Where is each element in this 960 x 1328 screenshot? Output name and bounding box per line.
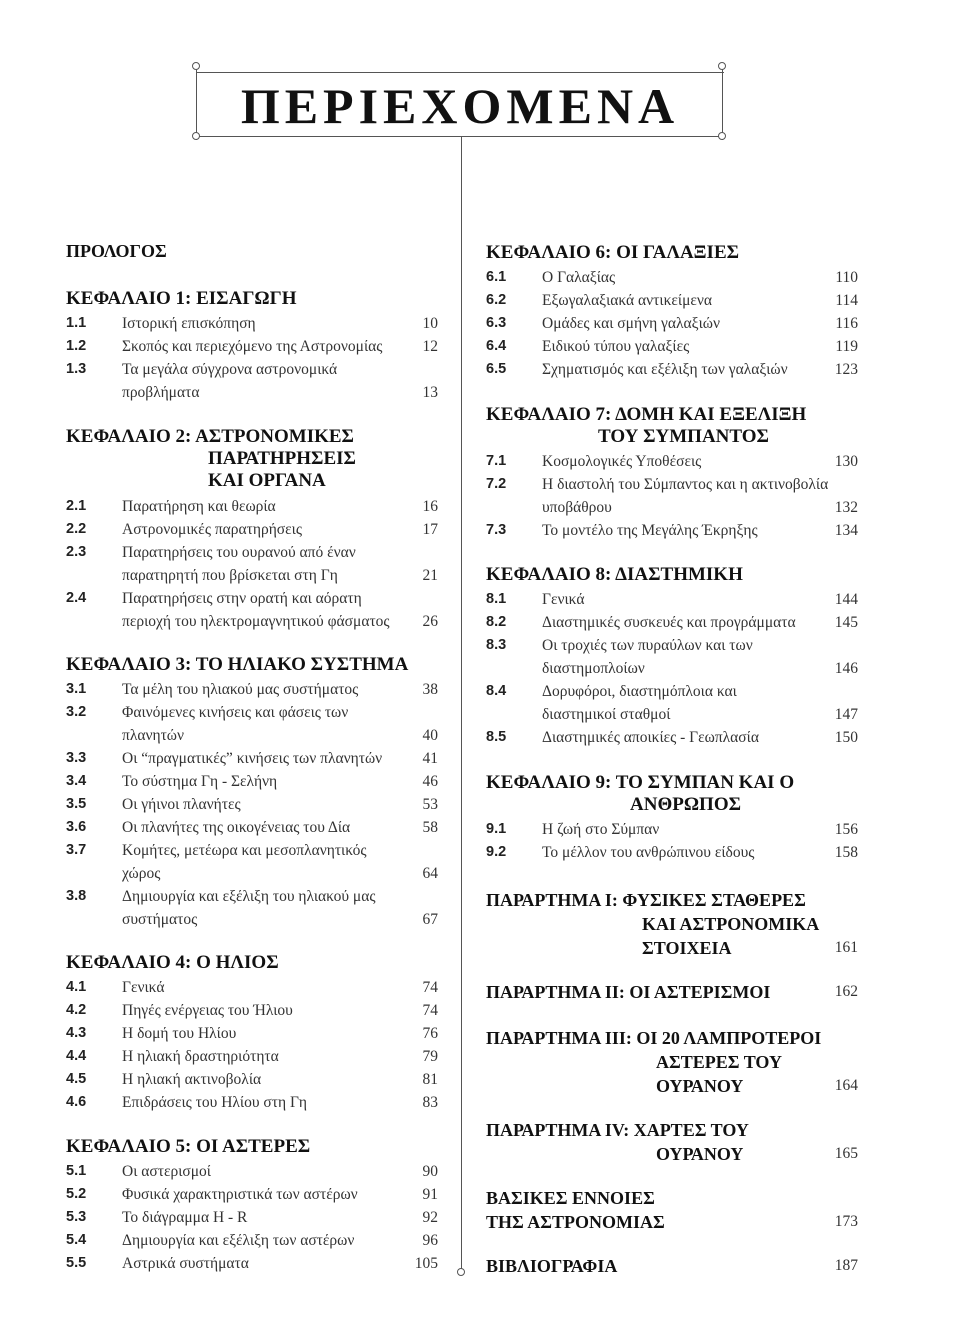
entry-number: 7.2 <box>486 476 507 492</box>
entry-number: 3.6 <box>66 819 87 835</box>
entry-number: 4.1 <box>66 979 87 995</box>
entry-number: 3.7 <box>66 842 87 858</box>
chapter-2-heading[interactable] <box>66 426 356 492</box>
entry-page: 83 <box>422 1094 438 1111</box>
entry-page: 158 <box>834 844 858 861</box>
chapter-4-heading[interactable]: ΚΕΦΑΛΑΙΟ 4: Ο ΗΛΙΟΣ <box>66 952 279 973</box>
entry-number: 6.2 <box>486 292 507 308</box>
entry-page: 38 <box>422 681 438 698</box>
entry-number: 3.4 <box>66 773 87 789</box>
title-frame-right <box>722 66 723 140</box>
entry-page: 16 <box>422 498 438 515</box>
entry-title: Το μέλλον του ανθρώπινου είδους <box>542 844 755 861</box>
entry-title: Οι γήινοι πλανήτες <box>122 796 241 813</box>
title-frame-bottom <box>196 136 724 137</box>
chapter-2-title-line1: ΚΕΦΑΛΑΙΟ 2: ΑΣΤΡΟΝΟΜΙΚΕΣ <box>66 426 354 447</box>
entry-page: 81 <box>422 1071 438 1088</box>
appendix-3-line3: ΟΥΡΑΝΟΥ <box>656 1076 744 1096</box>
bibliography-page: 187 <box>834 1257 858 1274</box>
entry-title: Ιστορική επισκόπηση <box>122 315 256 332</box>
entry-title: Ομάδες και σμήνη γαλαξιών <box>542 315 720 332</box>
entry-number: 6.4 <box>486 338 507 354</box>
entry-number: 5.4 <box>66 1232 87 1248</box>
entry-number: 8.1 <box>486 591 507 607</box>
appendix-1-page: 161 <box>834 939 858 956</box>
entry-number: 6.5 <box>486 361 507 377</box>
entry-number: 2.1 <box>66 498 87 514</box>
entry-title: Δημιουργία και εξέλιξη των αστέρων <box>122 1232 355 1249</box>
appendix-1-line2: ΚΑΙ ΑΣΤΡΟΝΟΜΙΚΑ <box>642 914 820 934</box>
entry-page: 90 <box>422 1163 438 1180</box>
entry-title-cont: περιοχή του ηλεκτρομαγνητικού φάσματος <box>122 613 390 630</box>
entry-number: 2.2 <box>66 521 87 537</box>
appendix-3-page: 164 <box>834 1077 858 1094</box>
entry-page: 74 <box>422 979 438 996</box>
entry-title: Γενικά <box>542 591 585 608</box>
chapter-2-title-line2: ΠΑΡΑΤΗΡΗΣΕΙΣ <box>208 448 356 469</box>
entry-title: Τα μεγάλα σύγχρονα αστρονομικά <box>122 361 338 378</box>
entry-page: 10 <box>422 315 438 332</box>
entry-number: 8.5 <box>486 729 507 745</box>
entry-number: 1.1 <box>66 315 87 331</box>
entry-page: 53 <box>422 796 438 813</box>
title-frame-left <box>196 66 197 140</box>
column-divider <box>461 137 462 1272</box>
entry-page: 13 <box>422 384 438 401</box>
chapter-9-heading[interactable] <box>486 772 794 816</box>
entry-title: Σκοπός και περιεχόμενο της Αστρονομίας <box>122 338 383 355</box>
entry-number: 7.3 <box>486 522 507 538</box>
chapter-3-heading[interactable]: ΚΕΦΑΛΑΙΟ 3: ΤΟ ΗΛΙΑΚΟ ΣΥΣΤΗΜΑ <box>66 654 409 675</box>
entry-number: 4.6 <box>66 1094 87 1110</box>
entry-number: 5.5 <box>66 1255 87 1271</box>
entry-number: 4.2 <box>66 1002 87 1018</box>
chapter-6-heading[interactable]: ΚΕΦΑΛΑΙΟ 6: ΟΙ ΓΑΛΑΞΙΕΣ <box>486 242 740 263</box>
chapter-7-title-line2: ΤΟΥ ΣΥΜΠΑΝΤΟΣ <box>598 426 769 447</box>
basics-heading[interactable] <box>486 1186 858 1234</box>
entry-number: 9.2 <box>486 844 507 860</box>
entry-title-cont: διαστημοπλοίων <box>542 660 645 677</box>
bibliography-line1: ΒΙΒΛΙΟΓΡΑΦΙΑ <box>486 1256 618 1276</box>
entry-number: 8.3 <box>486 637 507 653</box>
entry-page: 76 <box>422 1025 438 1042</box>
entry-number: 2.3 <box>66 544 87 560</box>
chapter-5-heading[interactable]: ΚΕΦΑΛΑΙΟ 5: ΟΙ ΑΣΤΕΡΕΣ <box>66 1136 311 1157</box>
appendix-3-heading[interactable] <box>486 1026 858 1098</box>
entry-page: 58 <box>422 819 438 836</box>
entry-number: 3.2 <box>66 704 87 720</box>
entry-page: 114 <box>835 292 858 309</box>
entry-number: 5.3 <box>66 1209 87 1225</box>
entry-page: 144 <box>834 591 858 608</box>
entry-title-cont: υποβάθρου <box>542 499 612 516</box>
appendix-4-page: 165 <box>834 1145 858 1162</box>
entry-title: Σχηματισμός και εξέλιξη των γαλαξιών <box>542 361 788 378</box>
entry-title: Οι τροχιές των πυραύλων και των <box>542 637 753 654</box>
basics-line1: ΒΑΣΙΚΕΣ ΕΝΝΟΙΕΣ <box>486 1188 655 1208</box>
page-title: ΠΕΡΙΕΧΟΜΕΝΑ <box>240 78 680 134</box>
entry-title-cont: συστήματος <box>122 911 198 928</box>
entry-title: Ο Γαλαξίας <box>542 269 616 286</box>
entry-title: Τα μέλη του ηλιακού μας συστήματος <box>122 681 359 698</box>
entry-number: 9.1 <box>486 821 507 837</box>
entry-title: Παρατηρήσεις του ουρανού από έναν <box>122 544 356 561</box>
entry-page: 17 <box>422 521 438 538</box>
entry-title: Διαστημικές συσκευές και προγράμματα <box>542 614 796 631</box>
appendix-1-line3: ΣΤΟΙΧΕΙΑ <box>642 938 732 958</box>
bibliography-heading[interactable] <box>486 1254 858 1278</box>
appendix-2-page: 162 <box>834 983 858 1000</box>
entry-page: 147 <box>834 706 858 723</box>
entry-number: 1.2 <box>66 338 87 354</box>
divider-end-dot <box>457 1268 465 1276</box>
entry-number: 6.3 <box>486 315 507 331</box>
title-frame-top <box>196 72 724 73</box>
entry-page: 92 <box>422 1209 438 1226</box>
appendix-3-line2: ΑΣΤΕΡΕΣ ΤΟΥ <box>656 1052 782 1072</box>
entry-title: Πηγές ενέργειας του Ήλιου <box>122 1002 293 1019</box>
entry-page: 21 <box>422 567 438 584</box>
chapter-2-title-line3: ΚΑΙ ΟΡΓΑΝΑ <box>208 470 326 491</box>
entry-page: 110 <box>835 269 858 286</box>
entry-page: 64 <box>422 865 438 882</box>
entry-number: 7.1 <box>486 453 507 469</box>
entry-title: Οι “πραγματικές” κινήσεις των πλανητών <box>122 750 383 767</box>
appendix-1-line1: ΠΑΡΑΡΤΗΜΑ Ι: ΦΥΣΙΚΕΣ ΣΤΑΘΕΡΕΣ <box>486 890 806 910</box>
entry-page: 96 <box>422 1232 438 1249</box>
entry-title-cont: χώρος <box>122 865 161 882</box>
entry-number: 4.4 <box>66 1048 87 1064</box>
entry-title: Φυσικά χαρακτηριστικά των αστέρων <box>122 1186 358 1203</box>
entry-title: Οι αστερισμοί <box>122 1163 211 1180</box>
entry-number: 3.3 <box>66 750 87 766</box>
entry-page: 123 <box>834 361 858 378</box>
entry-title: Το διάγραμμα Η - R <box>122 1209 248 1226</box>
entry-page: 79 <box>422 1048 438 1065</box>
entry-title: Η ηλιακή ακτινοβολία <box>122 1071 262 1088</box>
appendix-1-heading[interactable] <box>486 888 858 960</box>
entry-title-cont: πλανητών <box>122 727 185 744</box>
basics-page: 173 <box>834 1213 858 1230</box>
entry-title: Εξωγαλαξιακά αντικείμενα <box>542 292 713 309</box>
entry-number: 2.4 <box>66 590 87 606</box>
entry-title: Η διαστολή του Σύμπαντος και η ακτινοβολία <box>542 476 829 493</box>
entry-page: 145 <box>834 614 858 631</box>
appendix-2-line1: ΠΑΡΑΡΤΗΜΑ ΙΙ: ΟΙ ΑΣΤΕΡΙΣΜΟΙ <box>486 982 771 1002</box>
entry-title: Κομήτες, μετέωρα και μεσοπλανητικός <box>122 842 367 859</box>
entry-page: 74 <box>422 1002 438 1019</box>
entry-page: 156 <box>834 821 858 838</box>
entry-title: Γενικά <box>122 979 165 996</box>
entry-number: 8.4 <box>486 683 507 699</box>
entry-title-cont: παρατηρητή που βρίσκεται στη Γη <box>122 567 338 584</box>
entry-title: Το σύστημα Γη - Σελήνη <box>122 773 278 790</box>
entry-page: 134 <box>834 522 858 539</box>
basics-line2: ΤΗΣ ΑΣΤΡΟΝΟΜΙΑΣ <box>486 1212 665 1232</box>
entry-number: 8.2 <box>486 614 507 630</box>
entry-title-cont: προβλήματα <box>122 384 200 401</box>
entry-page: 12 <box>422 338 438 355</box>
entry-title: Παρατήρηση και θεωρία <box>122 498 276 515</box>
chapter-9-title-line2: ΑΝΘΡΩΠΟΣ <box>630 794 742 815</box>
entry-number: 5.2 <box>66 1186 87 1202</box>
chapter-7-heading[interactable] <box>486 404 806 448</box>
appendix-4-heading[interactable] <box>486 1118 858 1166</box>
frame-corner-dot <box>718 62 726 70</box>
entry-title: Η ζωή στο Σύμπαν <box>542 821 660 838</box>
frame-corner-dot <box>192 62 200 70</box>
entry-number: 4.3 <box>66 1025 87 1041</box>
appendix-2-heading[interactable] <box>486 980 858 1004</box>
appendix-4-line2: ΟΥΡΑΝΟΥ <box>656 1144 744 1164</box>
entry-page: 119 <box>835 338 858 355</box>
entry-title: Αστρονομικές παρατηρήσεις <box>122 521 302 538</box>
entry-page: 40 <box>422 727 438 744</box>
entry-title: Φαινόμενες κινήσεις και φάσεις των <box>122 704 349 721</box>
entry-page: 105 <box>414 1255 438 1272</box>
entry-number: 6.1 <box>486 269 507 285</box>
entry-number: 4.5 <box>66 1071 87 1087</box>
entry-title: Διαστημικές αποικίες - Γεωπλασία <box>542 729 759 746</box>
entry-title: Αστρικά συστήματα <box>122 1255 249 1272</box>
entry-title: Οι πλανήτες της οικογένειας του Δία <box>122 819 351 836</box>
entry-page: 46 <box>422 773 438 790</box>
entry-title: Η ηλιακή δραστηριότητα <box>122 1048 279 1065</box>
entry-page: 146 <box>834 660 858 677</box>
appendix-3-line1: ΠΑΡΑΡΤΗΜΑ ΙΙΙ: ΟΙ 20 ΛΑΜΠΡΟΤΕΡΟΙ <box>486 1028 822 1048</box>
entry-title: Δορυφόροι, διαστημόπλοια και <box>542 683 737 700</box>
entry-title: Δημιουργία και εξέλιξη του ηλιακού μας <box>122 888 376 905</box>
entry-title: Ειδικού τύπου γαλαξίες <box>542 338 690 355</box>
chapter-7-title-line1: ΚΕΦΑΛΑΙΟ 7: ΔΟΜΗ ΚΑΙ ΕΞΕΛΙΞΗ <box>486 404 807 425</box>
entry-page: 150 <box>834 729 858 746</box>
chapter-9-title-line1: ΚΕΦΑΛΑΙΟ 9: ΤΟ ΣΥΜΠΑΝ ΚΑΙ Ο <box>486 772 795 793</box>
entry-number: 3.5 <box>66 796 87 812</box>
entry-title: Επιδράσεις του Ηλίου στη Γη <box>122 1094 308 1111</box>
entry-number: 1.3 <box>66 361 87 377</box>
appendix-4-line1: ΠΑΡΑΡΤΗΜΑ ΙV: ΧΑΡΤΕΣ ΤΟΥ <box>486 1120 749 1140</box>
entry-title: Παρατηρήσεις στην ορατή και αόρατη <box>122 590 362 607</box>
entry-title: Κοσμολογικές Υποθέσεις <box>542 453 702 470</box>
entry-number: 3.8 <box>66 888 87 904</box>
entry-page: 26 <box>422 613 438 630</box>
chapter-1-heading[interactable]: ΚΕΦΑΛΑΙΟ 1: ΕΙΣΑΓΩΓΗ <box>66 288 297 309</box>
entry-page: 67 <box>422 911 438 928</box>
entry-title: Η δομή του Ηλίου <box>122 1025 237 1042</box>
entry-title-cont: διαστημικοί σταθμοί <box>542 706 671 723</box>
prologue-heading[interactable]: ΠΡΟΛΟΓΟΣ <box>66 241 167 261</box>
entry-page: 41 <box>422 750 438 767</box>
chapter-8-heading[interactable]: ΚΕΦΑΛΑΙΟ 8: ΔΙΑΣΤΗΜΙΚΗ <box>486 564 743 585</box>
entry-page: 91 <box>422 1186 438 1203</box>
frame-corner-dot <box>192 132 200 140</box>
entry-number: 5.1 <box>66 1163 87 1179</box>
entry-title: Το μοντέλο της Μεγάλης Έκρηξης <box>542 522 758 539</box>
entry-number: 3.1 <box>66 681 87 697</box>
entry-page: 130 <box>834 453 858 470</box>
entry-page: 116 <box>835 315 858 332</box>
entry-page: 132 <box>834 499 858 516</box>
